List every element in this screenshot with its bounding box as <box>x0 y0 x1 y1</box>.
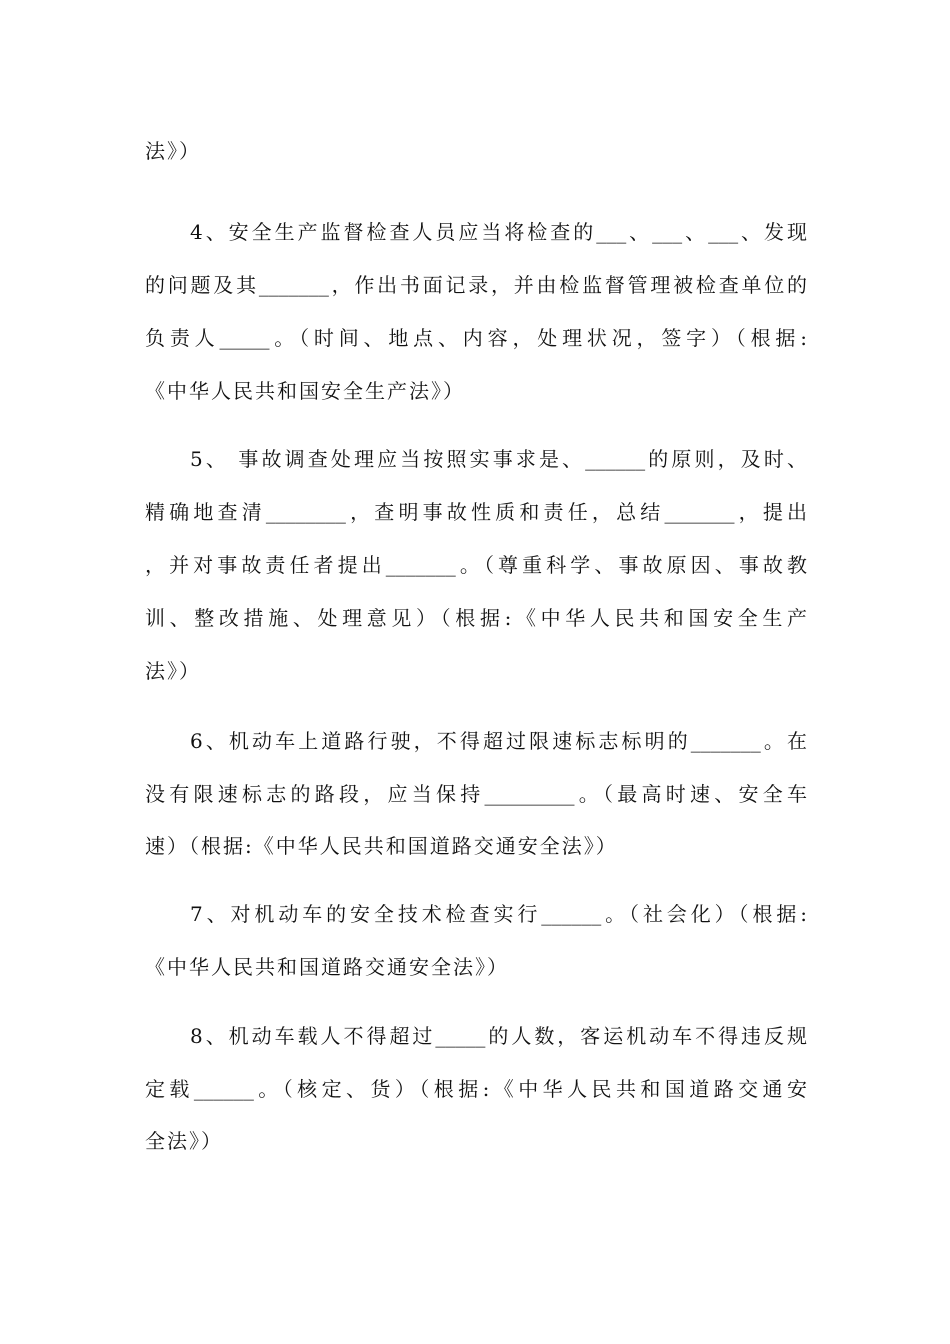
question-7-line-1: 7、对机动车的安全技术检查实行______。（社会化）（根据: <box>190 902 807 926</box>
question-5-line-4: 训、整改措施、处理意见）（根据:《中华人民共和国安全生产 <box>145 606 807 630</box>
text-line: 法》） <box>145 139 201 163</box>
question-7-line-2: 《中华人民共和国道路交通安全法》） <box>145 955 509 979</box>
question-4-line-3: 负责人_____。（时间、地点、内容，处理状况，签字）（根据: <box>145 326 807 350</box>
question-6-line-1: 6、机动车上道路行驶，不得超过限速标志标明的_______。在 <box>190 729 807 753</box>
question-8-line-1: 8、机动车载人不得超过_____的人数，客运机动车不得违反规 <box>190 1024 807 1048</box>
question-8-line-2: 定载______。（核定、货）（根据:《中华人民共和国道路交通安 <box>145 1077 807 1101</box>
question-4-line-4: 《中华人民共和国安全生产法》） <box>145 379 465 403</box>
question-5-line-5: 法》） <box>145 659 201 683</box>
question-5-line-2: 精确地查清________，查明事故性质和责任，总结_______，提出 <box>145 500 807 524</box>
question-5-line-1: 5、 事故调查处理应当按照实事求是、______的原则，及时、 <box>190 447 807 471</box>
question-6-line-3: 速）（根据:《中华人民共和国道路交通安全法》） <box>145 834 618 858</box>
question-4-line-2: 的问题及其_______，作出书面记录，并由检监督管理被检查单位的 <box>145 273 807 297</box>
question-5-line-3: ，并对事故责任者提出_______。（尊重科学、事故原因、事故教 <box>145 553 807 577</box>
question-8-line-3: 全法》） <box>145 1129 223 1153</box>
question-4-line-1: 4、安全生产监督检查人员应当将检查的___、___、___、发现 <box>190 220 807 244</box>
question-6-line-2: 没有限速标志的路段，应当保持_________。（最高时速、安全车 <box>145 782 807 806</box>
